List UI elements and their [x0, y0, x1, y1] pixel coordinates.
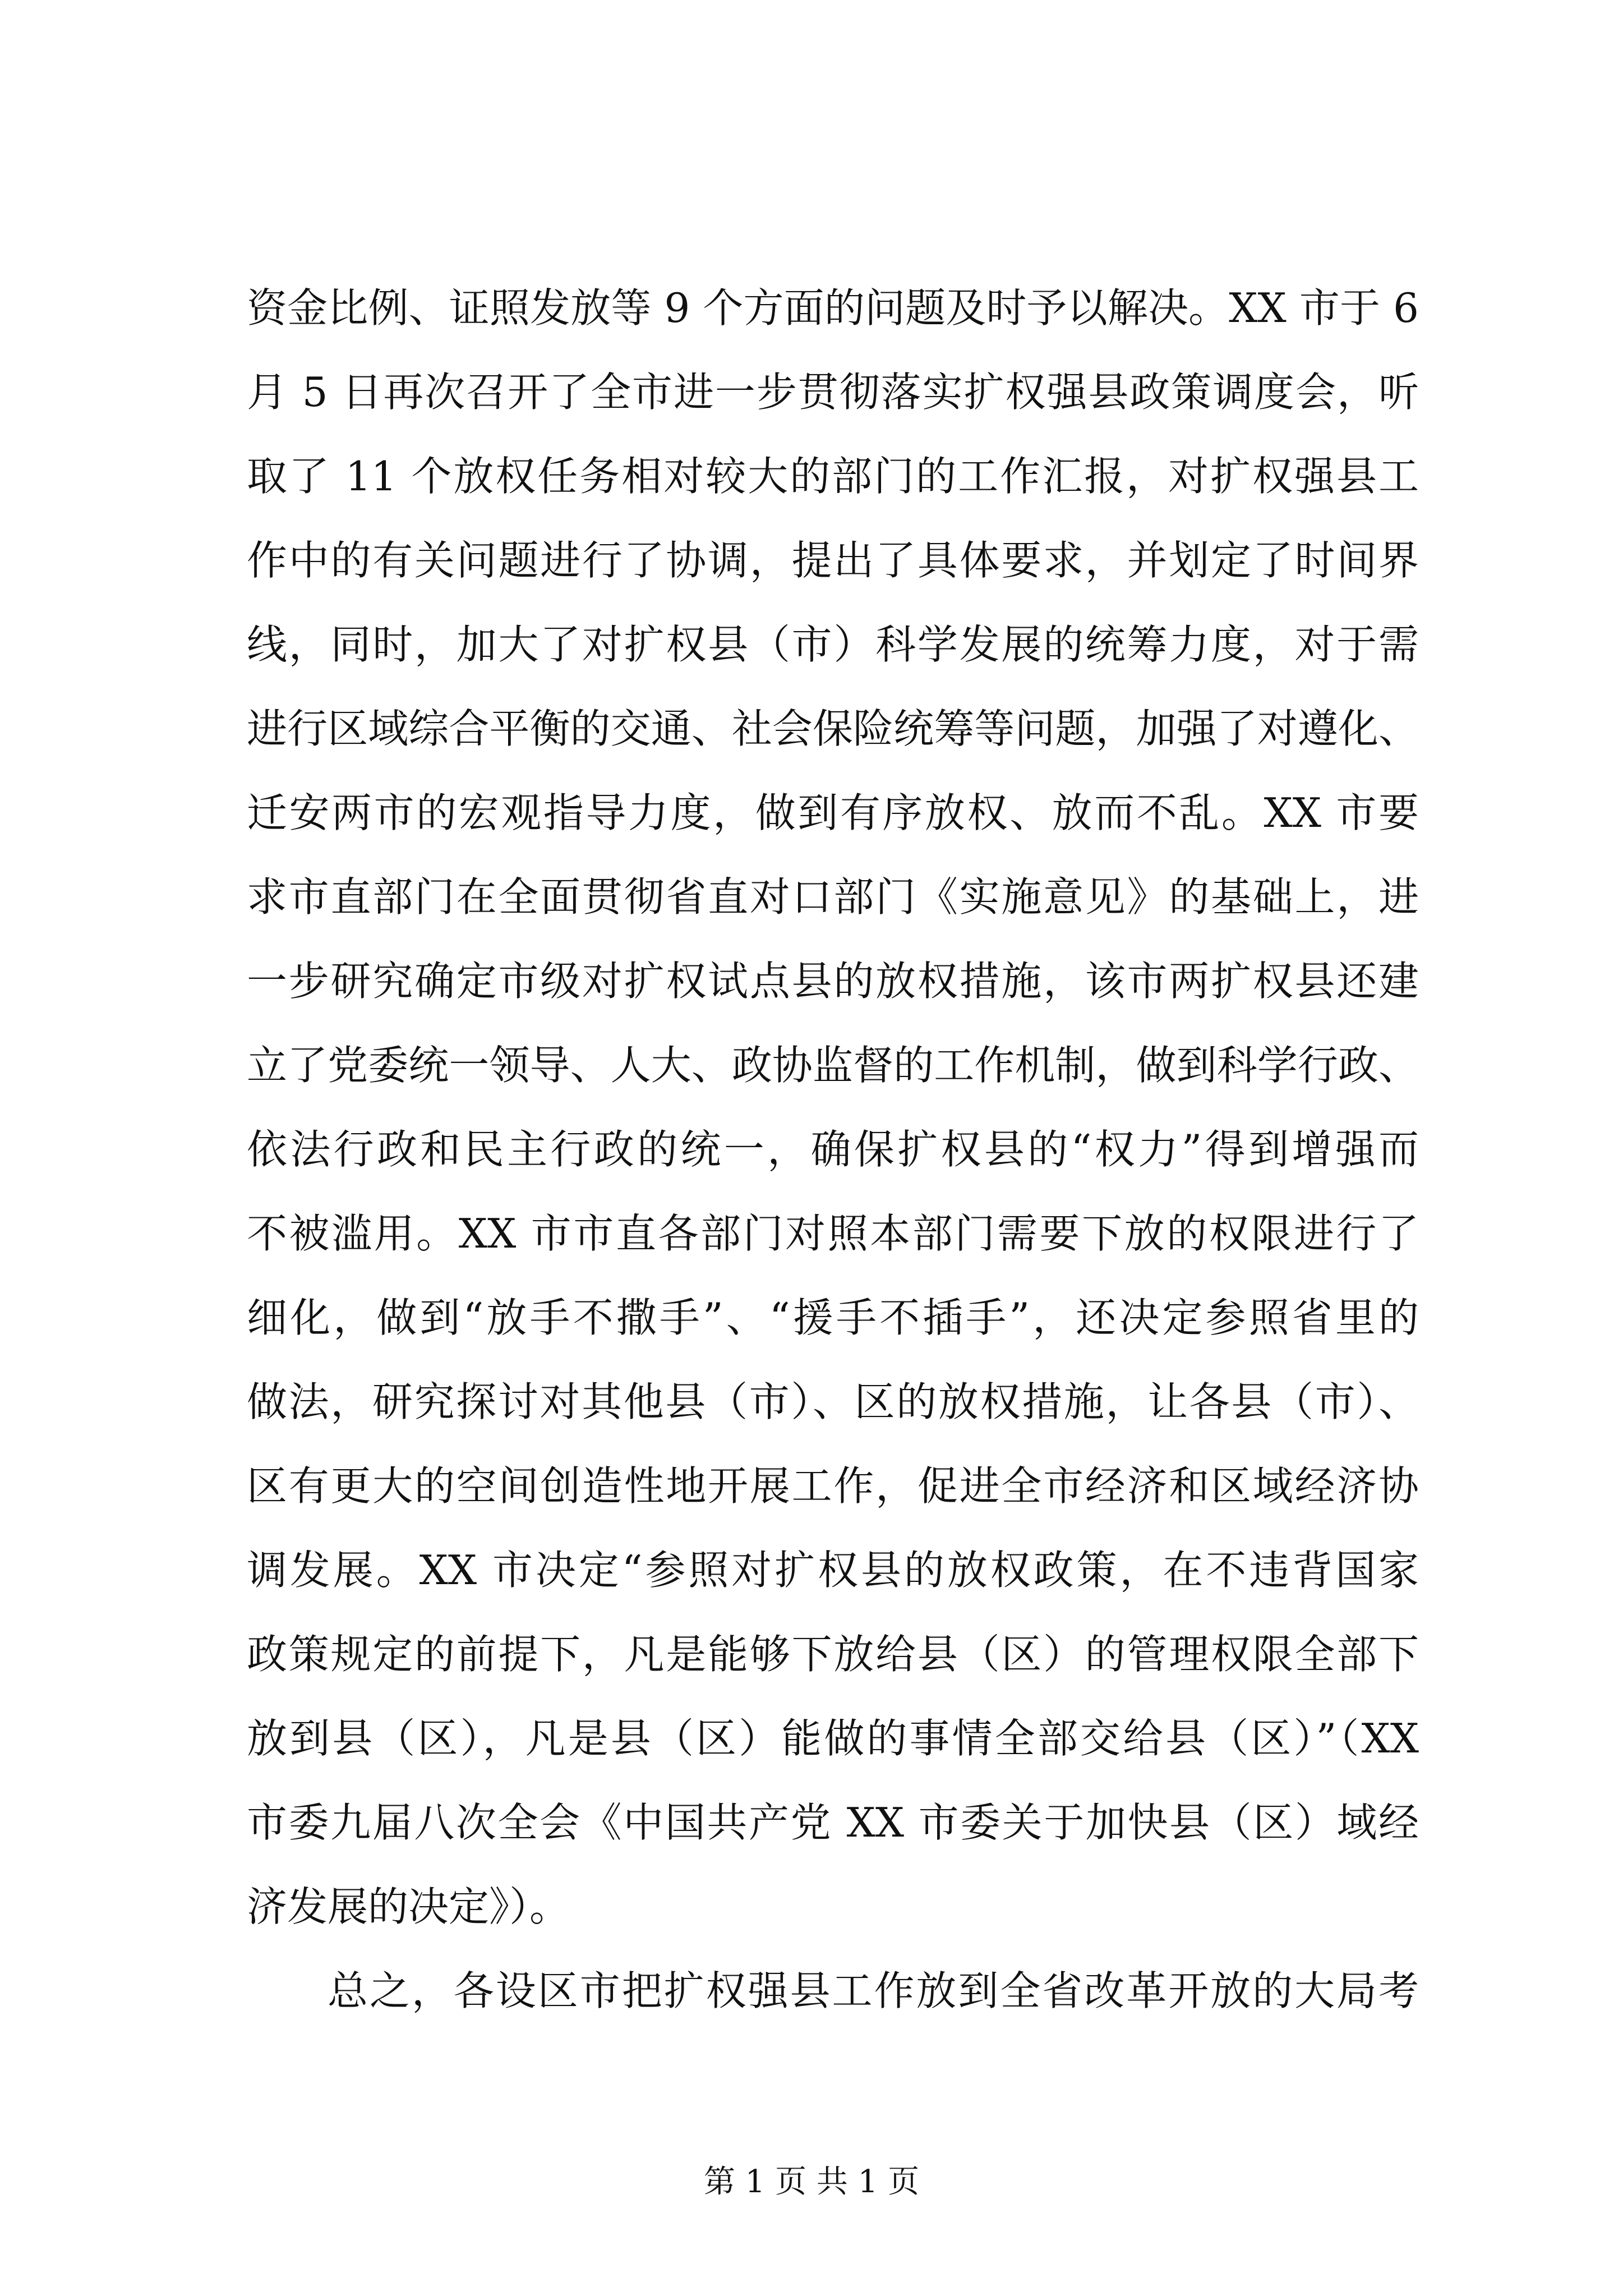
- paragraph-line: 放到县（区），凡是县（区）能做的事情全部交给县（区）”（XX: [247, 1715, 1419, 1762]
- paragraph-line: 总之，各设区市把扩权强县工作放到全省改革开放的大局考: [328, 1967, 1419, 2014]
- paragraph-line: 细化，做到“放手不撒手”、“援手不插手”，还决定参照省里的: [247, 1294, 1419, 1341]
- paragraph-line: 一步研究确定市级对扩权试点县的放权措施，该市两扩权县还建: [247, 958, 1419, 1005]
- paragraph-line: 资金比例、证照发放等 9 个方面的问题及时予以解决。XX 市于 6: [247, 284, 1419, 332]
- paragraph-line: 线，同时，加大了对扩权县（市）科学发展的统筹力度，对于需: [247, 621, 1419, 668]
- paragraph-line: 济发展的决定》）。: [247, 1883, 570, 1930]
- paragraph-line: 迁安两市的宏观指导力度，做到有序放权、放而不乱。XX 市要: [247, 789, 1419, 836]
- paragraph-line: 不被滥用。XX 市市直各部门对照本部门需要下放的权限进行了: [247, 1210, 1419, 1257]
- paragraph-line: 依法行政和民主行政的统一，确保扩权县的“权力”得到增强而: [247, 1126, 1419, 1173]
- paragraph-line: 求市直部门在全面贯彻省直对口部门《实施意见》的基础上，进: [247, 873, 1419, 921]
- paragraph-line: 进行区域综合平衡的交通、社会保险统筹等问题，加强了对遵化、: [247, 705, 1419, 752]
- paragraph-line: 调发展。XX 市决定“参照对扩权县的放权政策，在不违背国家: [247, 1547, 1419, 1594]
- paragraph-line: 作中的有关问题进行了协调，提出了具体要求，并划定了时间界: [247, 537, 1419, 584]
- paragraph-line: 做法，研究探讨对其他县（市）、区的放权措施，让各县（市）、: [247, 1378, 1419, 1425]
- paragraph-line: 市委九届八次全会《中国共产党 XX 市委关于加快县（区）域经: [247, 1799, 1419, 1846]
- page-number-label: 第 1 页 共 1 页: [703, 2164, 920, 2200]
- paragraph-line: 月 5 日再次召开了全市进一步贯彻落实扩权强县政策调度会，听: [247, 369, 1419, 416]
- document-body: [247, 266, 1419, 2033]
- paragraph-line: 取了 11 个放权任务相对较大的部门的工作汇报，对扩权强县工: [247, 453, 1419, 500]
- paragraph-line: 政策规定的前提下，凡是能够下放给县（区）的管理权限全部下: [247, 1631, 1419, 1678]
- paragraph-line: 区有更大的空间创造性地开展工作，促进全市经济和区域经济协: [247, 1462, 1419, 1510]
- page-footer: [0, 2160, 1623, 2205]
- paragraph-line: 立了党委统一领导、人大、政协监督的工作机制，做到科学行政、: [247, 1042, 1419, 1089]
